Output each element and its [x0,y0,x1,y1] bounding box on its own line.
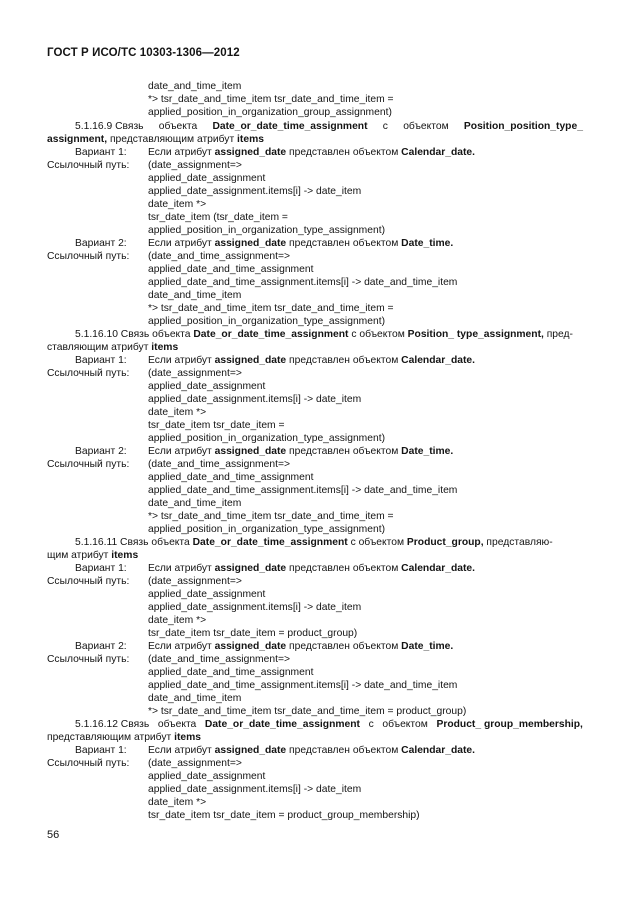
variant-text: Если атрибут assigned_date представлен объектом Calendar_date. [148,745,475,756]
section-heading-cont [47,133,264,146]
variant-label: Вариант 1: [75,147,127,158]
code-line: applied_date_assignment [148,589,266,600]
path-label: Ссылочный путь: [47,459,130,470]
code-line: applied_position_in_organization_type_assignment) [148,524,385,535]
code-line: applied_date_and_time_assignment.items[i] -> date_and_time_item [148,680,458,691]
heading-entity: Product_ group_membership, [436,719,583,730]
code-line: applied_date_and_time_assignment.items[i] -> date_and_time_item [148,277,458,288]
variant-label: Вариант 2: [75,446,127,457]
code-line: applied_date_assignment [148,771,266,782]
code-line: applied_date_assignment.items[i] -> date_item [148,784,362,795]
section-heading: 5.1.16.10 Связь объекта Date_or_date_time_assignment с объектом Position_ type_assignment, пред- [75,329,573,340]
code-line: date_item *> [148,797,207,808]
heading-entity: Date_or_date_time_assignment [212,121,368,132]
variant-text: Если атрибут assigned_date представлен объектом Calendar_date. [148,147,475,158]
code-line: *> tsr_date_and_time_item tsr_date_and_time_item = [148,303,394,314]
code-line: *> tsr_date_and_time_item tsr_date_and_time_item = product_group) [148,706,467,717]
variant-text: Если атрибут assigned_date представлен объектом Calendar_date. [148,563,475,574]
code-line: (date_assignment=> [148,368,242,379]
code-line: tsr_date_item tsr_date_item = product_group_membership) [148,810,420,821]
code-line: applied_date_assignment.items[i] -> date_item [148,602,362,613]
code-line: (date_and_time_assignment=> [148,251,290,262]
code-line: (date_assignment=> [148,576,242,587]
variant-label: Вариант 2: [75,238,127,249]
code-line: applied_position_in_organization_type_assignment) [148,316,385,327]
heading-part: объектом [382,719,428,730]
path-label: Ссылочный путь: [47,251,130,262]
code-line: (date_assignment=> [148,758,242,769]
variant-label: Вариант 1: [75,745,127,756]
heading-attr: items [237,134,264,145]
code-line: tsr_date_item (tsr_date_item = [148,212,288,223]
section-heading-cont: представляющим атрибут items [47,732,201,743]
variant-text: Если атрибут assigned_date представлен объектом Date_time. [148,446,454,457]
path-label: Ссылочный путь: [47,654,130,665]
variant-label: Вариант 1: [75,563,127,574]
heading-part: 5.1.16.9 Связь [75,121,144,132]
code-line: applied_date_assignment [148,173,266,184]
heading-entity: assignment, [47,134,108,145]
code-line: date_and_time_item [148,498,242,509]
heading-part: объекта [158,121,198,132]
path-label: Ссылочный путь: [47,758,130,769]
code-line: date_item *> [148,199,207,210]
section-heading-cont: ставляющим атрибут items [47,342,179,353]
variant-label: Вариант 1: [75,355,127,366]
variant-text: Если атрибут assigned_date представлен объектом Date_time. [148,238,454,249]
code-line: date_item *> [148,407,207,418]
heading-part: 5.1.16.12 Связь [75,719,150,730]
code-line: tsr_date_item tsr_date_item = [148,420,285,431]
code-line: date_and_time_item [148,81,242,92]
code-line: (date_and_time_assignment=> [148,654,290,665]
heading-part: с [382,121,388,132]
section-heading: 5.1.16.11 Связь объекта Date_or_date_time_assignment с объектом Product_group, представляю- [75,537,553,548]
code-line: applied_date_assignment.items[i] -> date_item [148,186,362,197]
page-number: 56 [47,829,60,841]
code-line: applied_date_and_time_assignment.items[i] -> date_and_time_item [148,485,458,496]
heading-part: с [368,719,374,730]
code-line: (date_and_time_assignment=> [148,459,290,470]
section-heading [75,120,583,133]
heading-part: представляющим атрибут [107,134,238,145]
section-heading [75,718,583,731]
heading-part: объекта [157,719,197,730]
code-line: date_item *> [148,615,207,626]
code-line: applied_date_assignment [148,381,266,392]
variant-text: Если атрибут assigned_date представлен объектом Calendar_date. [148,355,475,366]
code-line: applied_date_assignment.items[i] -> date_item [148,394,362,405]
code-line: applied_date_and_time_assignment [148,264,314,275]
code-line: (date_assignment=> [148,160,242,171]
code-line: applied_date_and_time_assignment [148,472,314,483]
heading-entity: Date_or_date_time_assignment [204,719,360,730]
document-header: ГОСТ Р ИСО/ТС 10303-1306—2012 [47,47,240,59]
path-label: Ссылочный путь: [47,368,130,379]
path-label: Ссылочный путь: [47,160,130,171]
path-label: Ссылочный путь: [47,576,130,587]
code-line: applied_position_in_organization_type_assignment) [148,225,385,236]
code-line: date_and_time_item [148,693,242,704]
variant-text: Если атрибут assigned_date представлен объектом Date_time. [148,641,454,652]
code-line: *> tsr_date_and_time_item tsr_date_and_time_item = [148,94,394,105]
code-line: tsr_date_item tsr_date_item = product_group) [148,628,358,639]
variant-label: Вариант 2: [75,641,127,652]
code-line: applied_position_in_organization_type_assignment) [148,433,385,444]
heading-part: объектом [403,121,449,132]
code-line: applied_position_in_organization_group_assignment) [148,107,392,118]
heading-entity: Position_position_type_ [463,121,583,132]
section-heading-cont: щим атрибут items [47,550,139,561]
code-line: applied_date_and_time_assignment [148,667,314,678]
code-line: *> tsr_date_and_time_item tsr_date_and_time_item = [148,511,394,522]
code-line: date_and_time_item [148,290,242,301]
